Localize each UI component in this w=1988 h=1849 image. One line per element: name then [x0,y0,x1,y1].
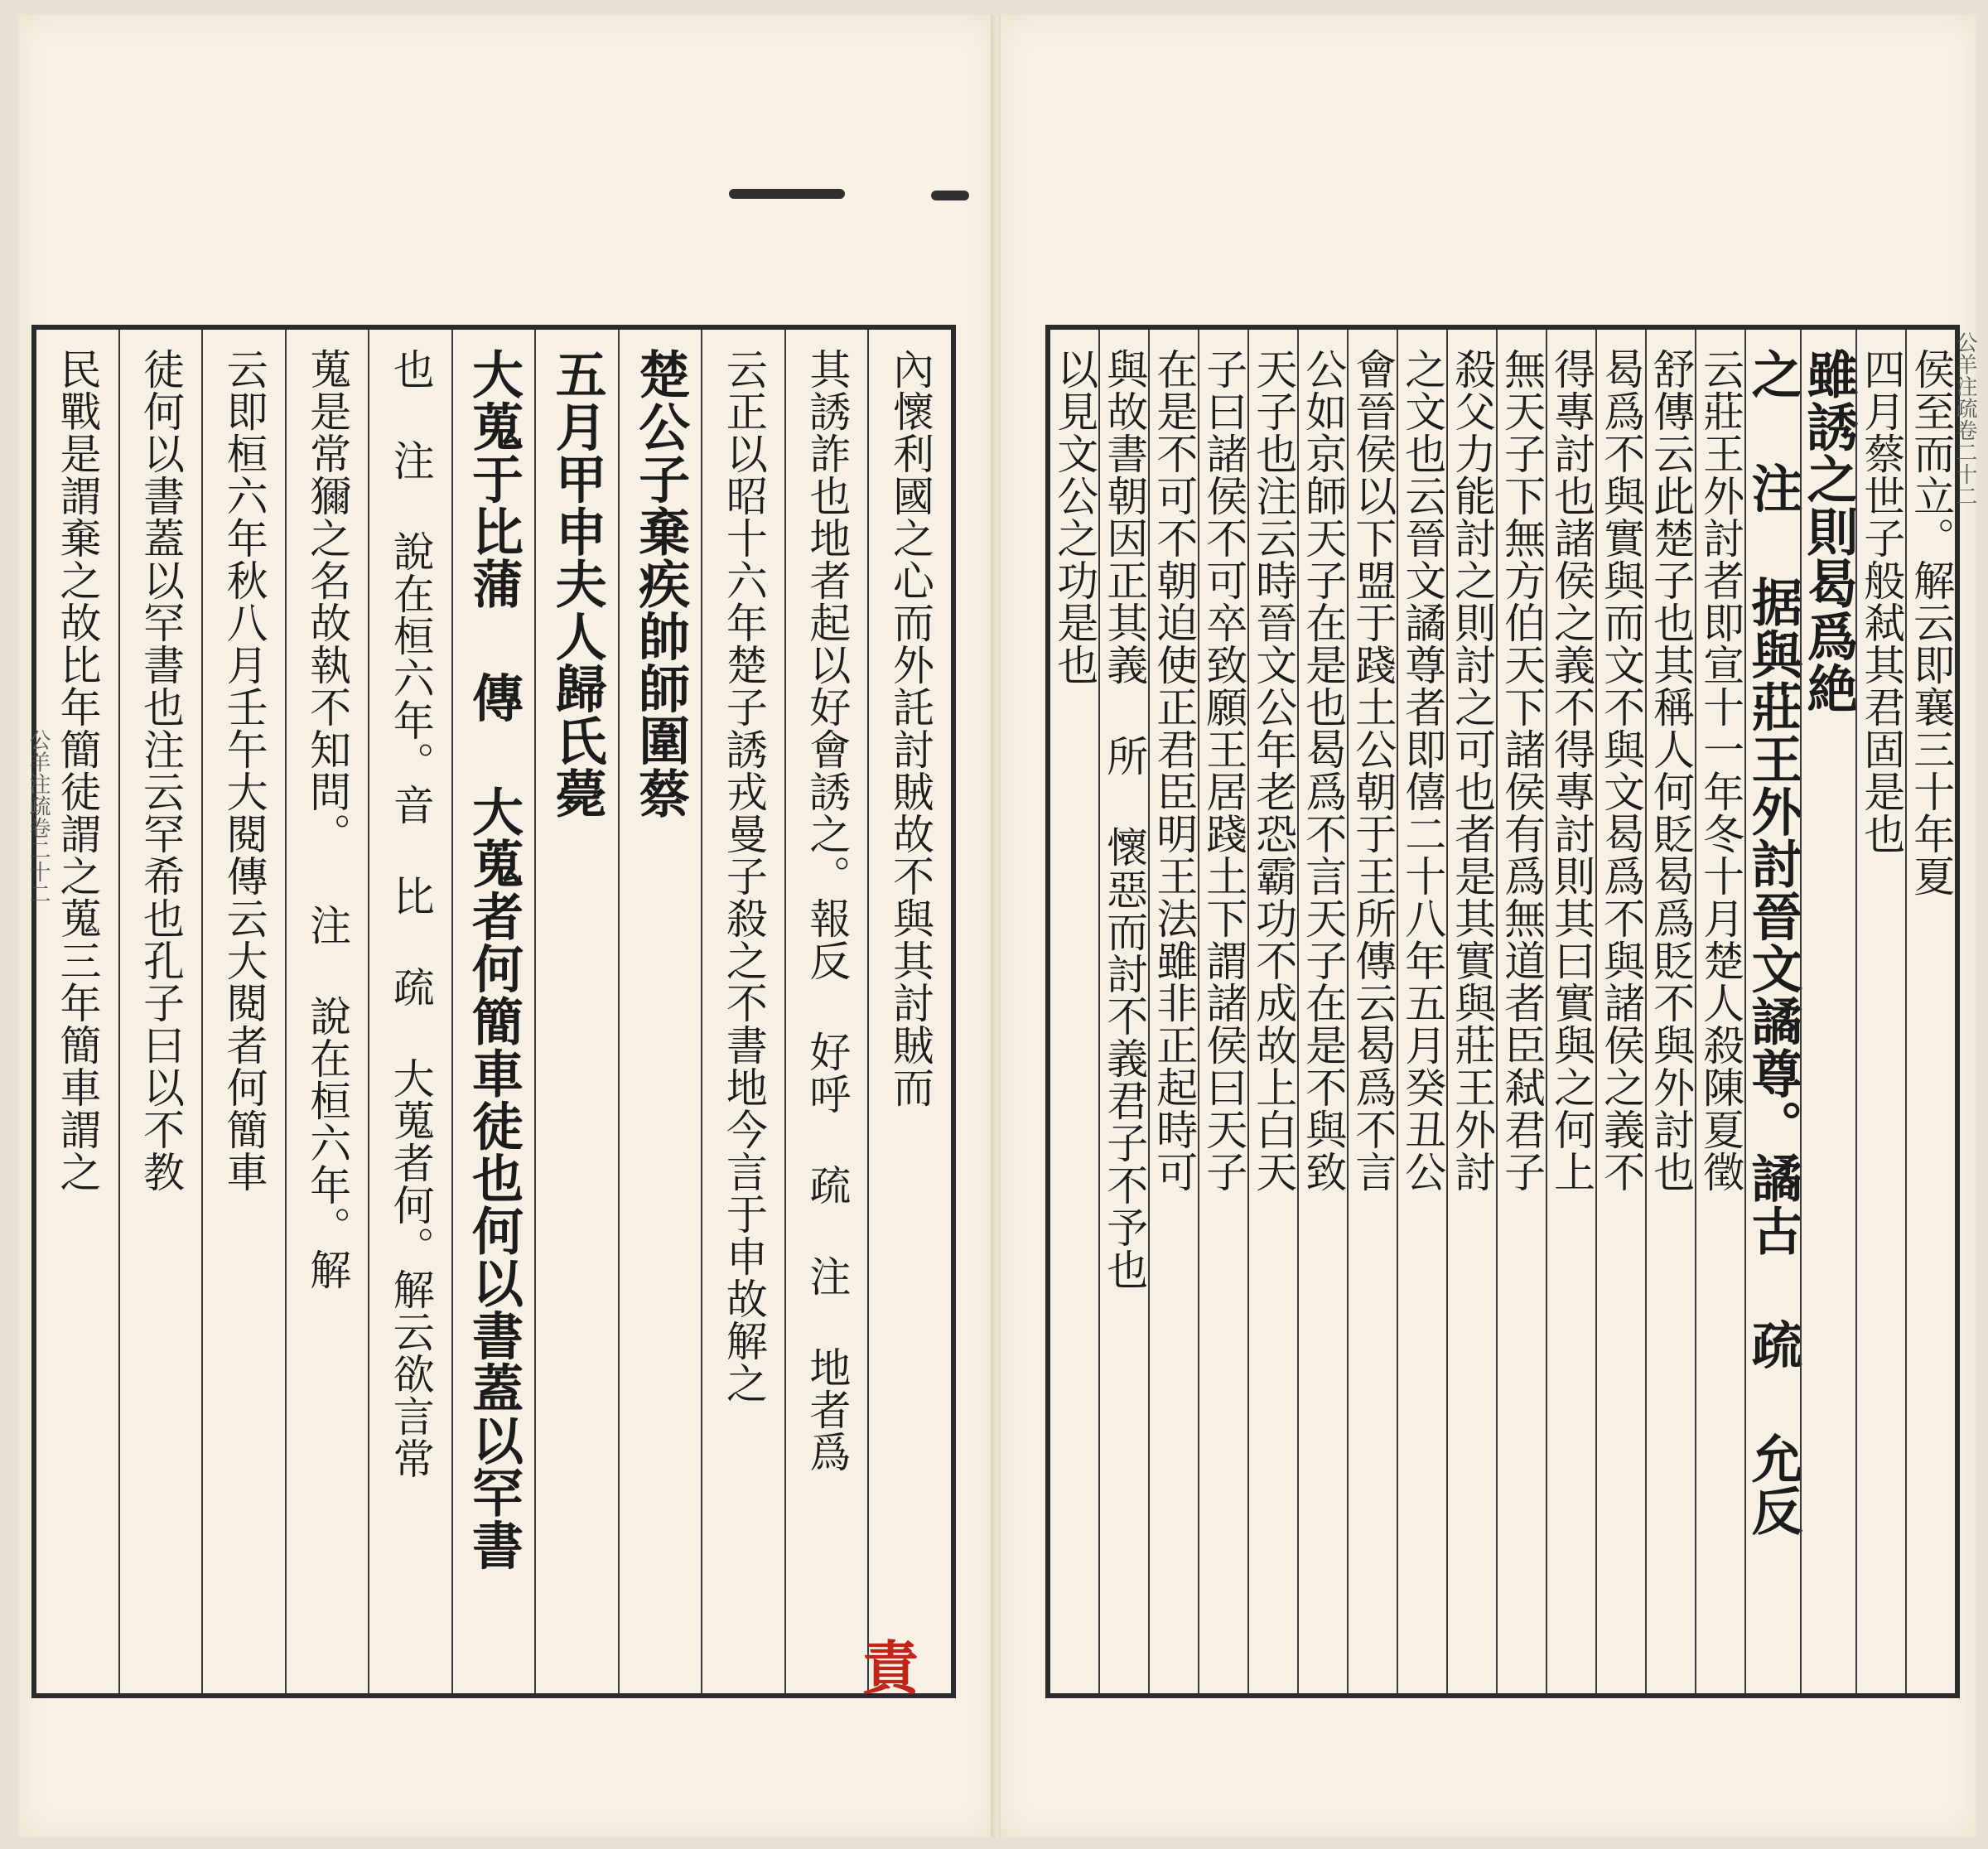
text-column [1798,330,1860,1693]
column-text: 殺父力能討之則討之可也者是其實與莊王外討 [1448,348,1497,1193]
text-column [1742,330,1803,1693]
text-column [701,330,784,1693]
column-text: 舒傳云此楚子也其稱人何貶曷爲貶不與外討也 [1647,348,1696,1193]
text-column [1247,330,1297,1693]
column-text: 徒何以書蓋以罕書也注云罕希也孔子曰以不教 [137,348,186,1193]
column-text: 民戰是謂棄之故比年簡徒謂之蒐三年簡車謂之 [53,348,102,1193]
text-column [1297,330,1347,1693]
text-column [36,330,118,1693]
column-text: 子曰諸侯不可卒致願王居踐土下謂諸侯曰天子 [1199,348,1248,1193]
column-text: 雖誘之則曷爲絶 [1798,348,1860,715]
text-column [1397,330,1446,1693]
red-ink-mark: 責 [861,1634,919,1702]
text-column [368,330,451,1693]
column-text: 公如京師天子在是也曷爲不言天子在是不與致 [1299,348,1348,1193]
left-margin-note: 公羊注疏卷二十二 [26,729,51,905]
text-column [451,330,535,1693]
text-column [201,330,285,1693]
text-column [1198,330,1247,1693]
text-column [534,330,618,1693]
text-column [1595,330,1645,1693]
right-text-frame [1045,325,1960,1698]
text-column [784,330,868,1693]
column-text: 也 注 說在桓六年。音 比 疏 大蒐者何。解云欲言常 [386,348,435,1480]
column-text: 云莊王外討者即宣十一年冬十月楚人殺陳夏徵 [1696,348,1745,1193]
text-column [1050,330,1098,1693]
text-column [1496,330,1546,1693]
column-text: 在是不可不朝迫使正君臣明王法雖非正起時可 [1150,348,1199,1193]
text-column [1855,330,1905,1693]
text-column [1098,330,1148,1693]
text-column [1905,330,1955,1693]
column-text: 四月蔡世子般弒其君固是也 [1857,348,1906,855]
column-text: 大蒐于比蒲 傳 大蒐者何簡車徒也何以書蓋以罕書 [463,348,524,1571]
ink-smudge [729,189,845,199]
column-text: 蒐是常獮之名故執不知問。 注 說在桓六年。解 [303,348,352,1291]
column-text: 之 注 据與莊王外討晉文譎尊。譎古 疏 允反 [1742,348,1803,1538]
column-text: 云即桓六年秋八月壬午大閱傳云大閱者何簡車 [220,348,268,1193]
column-text: 天子也注云時晉文公年老恐霸功不成故上白天 [1249,348,1298,1193]
column-text: 曷爲不與實與而文不與文曷爲不與諸侯之義不 [1597,348,1646,1193]
column-text: 其誘詐也地者起以好會誘之。報反 好呼 疏 注 地者爲 [803,348,852,1473]
left-text-frame [31,325,956,1698]
column-text: 與故書朝因正其義 所 懷惡而討不義君子不予也 [1100,348,1149,1291]
column-text: 楚公子棄疾帥師圍蔡 [630,348,691,820]
column-text: 會晉侯以下盟于踐土公朝于王所傳云曷爲不言 [1349,348,1397,1193]
text-column [118,330,202,1693]
ink-smudge [931,191,969,200]
text-column [1347,330,1397,1693]
text-column [1446,330,1496,1693]
text-column [618,330,702,1693]
column-text: 侯至而立。解云即襄三十年夏 [1907,348,1956,897]
text-column [285,330,369,1693]
column-text: 之文也云晉文譎尊者即僖二十八年五月癸丑公 [1398,348,1447,1193]
text-column [1645,330,1695,1693]
text-column [1695,330,1744,1693]
column-text: 得專討也諸侯之義不得專討則其曰實與之何上 [1547,348,1596,1193]
column-text: 無天子下無方伯天下諸侯有爲無道者臣弒君子 [1498,348,1546,1193]
column-text: 云正以昭十六年楚子誘戎曼子殺之不書地今言于申故解之 [719,348,768,1404]
right-margin-note: 公羊注疏卷二十二 [1952,331,1977,508]
text-column [867,330,951,1693]
text-column [1148,330,1198,1693]
text-column [1546,330,1595,1693]
column-text: 五月甲申夫人歸氏薨 [547,348,608,820]
column-text: 內懷利國之心而外託討賊故不與其討賊而 [885,348,934,1108]
column-text: 以見文公之功是也 [1050,348,1099,686]
